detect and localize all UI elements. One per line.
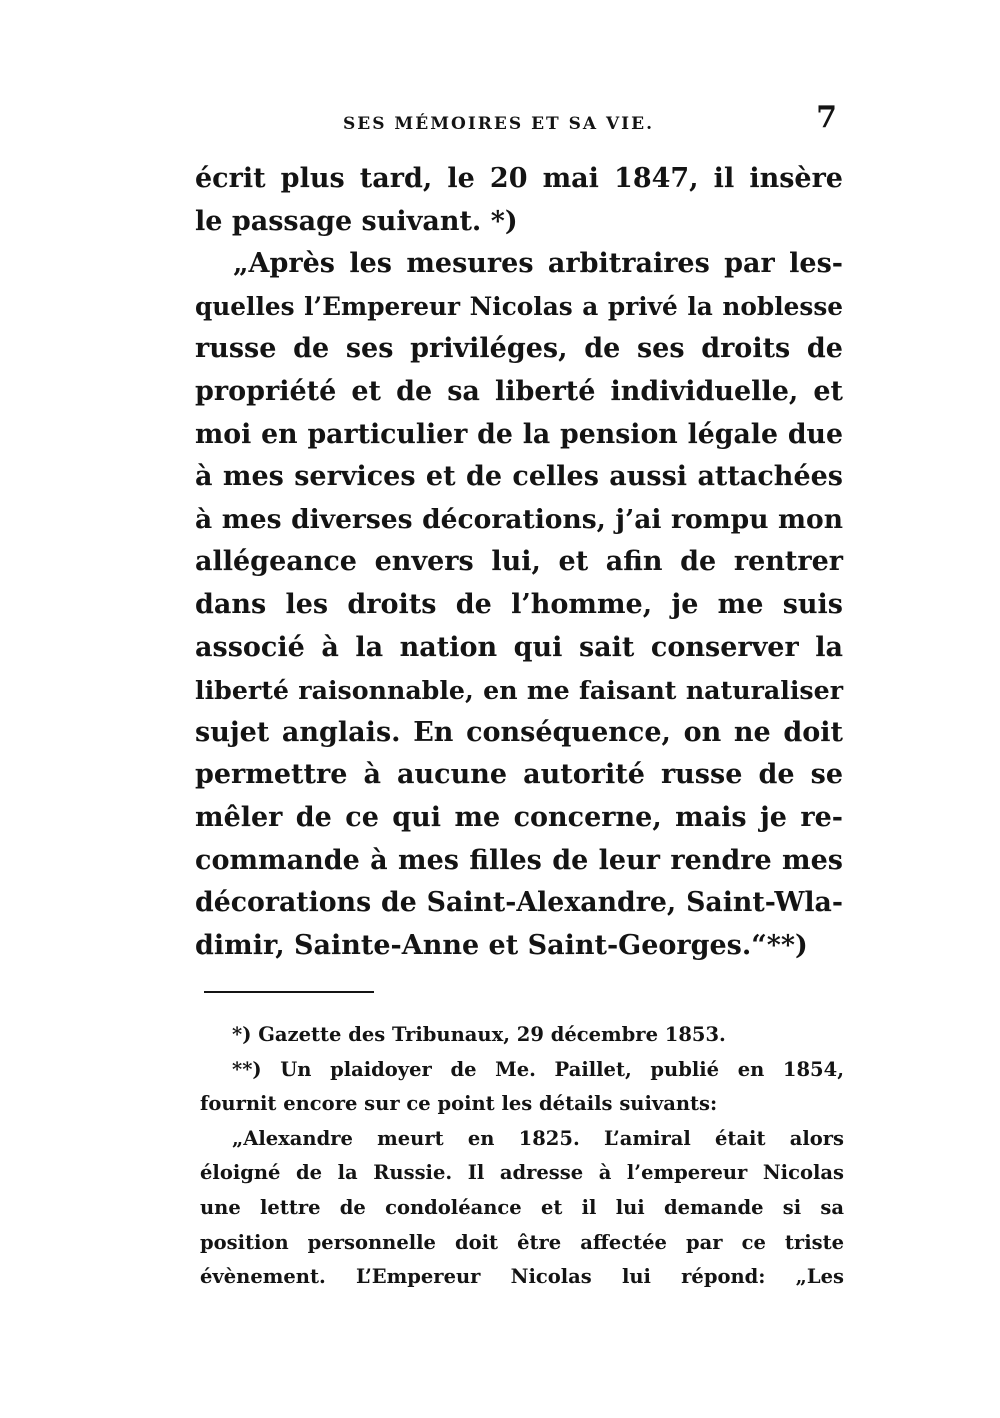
text-line: liberté raisonnable, en me faisant naturaliser	[195, 675, 843, 706]
text-line: le passage suivant. *)	[195, 205, 518, 237]
text-line: commande à mes filles de leur rendre mes	[195, 844, 843, 876]
text-line: propriété et de sa liberté individuelle, et	[195, 375, 843, 407]
text-line: „Après les mesures arbitraires par les-	[233, 248, 843, 280]
text-line: sujet anglais. En conséquence, on ne doit	[195, 716, 843, 748]
text-line: à mes diverses décorations, j’ai rompu mon	[195, 503, 843, 535]
running-title: SES MÉMOIRES ET SA VIE.	[343, 114, 654, 134]
page-number: 7	[816, 100, 837, 135]
footnote-separator	[204, 991, 374, 993]
footnotes	[200, 1018, 844, 1295]
text-line: associé à la nation qui sait conserver la	[195, 631, 843, 663]
text-line: mêler de ce qui me concerne, mais je re-	[195, 801, 843, 833]
footnote-line: évènement. L’Empereur Nicolas lui répond: „Les	[200, 1265, 844, 1289]
footnote-line: fournit encore sur ce point les détails suivants:	[200, 1092, 718, 1116]
footnote-line: une lettre de condoléance et il lui demande si sa	[200, 1195, 844, 1219]
text-line: moi en particulier de la pension légale due	[195, 418, 843, 450]
footnote-line: éloigné de la Russie. Il adresse à l’empereur Nicolas	[200, 1161, 844, 1185]
text-line: dimir, Sainte-Anne et Saint-Georges.“**)	[195, 929, 808, 961]
text-line: russe de ses priviléges, de ses droits de	[195, 333, 843, 365]
text-line: dans les droits de l’homme, je me suis	[195, 588, 843, 620]
text-line: décorations de Saint-Alexandre, Saint-Wla-	[195, 887, 843, 919]
text-line: quelles l’Empereur Nicolas a privé la noblesse	[195, 291, 843, 321]
footnote-line: „Alexandre meurt en 1825. L’amiral était alors	[232, 1126, 844, 1150]
text-line: allégeance envers lui, et afin de rentrer	[195, 546, 843, 578]
footnote-line: **) Un plaidoyer de Me. Paillet, publié en 1854,	[232, 1057, 844, 1081]
footnote-line: position personnelle doit être affectée par ce triste	[200, 1230, 844, 1254]
text-line: permettre à aucune autorité russe de se	[195, 759, 843, 791]
text-line: écrit plus tard, le 20 mai 1847, il insère	[195, 163, 843, 194]
main-text	[195, 158, 843, 967]
text-line: à mes services et de celles aussi attachées	[195, 461, 843, 493]
footnote-line: *) Gazette des Tribunaux, 29 décembre 1853.	[232, 1023, 726, 1046]
page-header	[195, 100, 843, 140]
